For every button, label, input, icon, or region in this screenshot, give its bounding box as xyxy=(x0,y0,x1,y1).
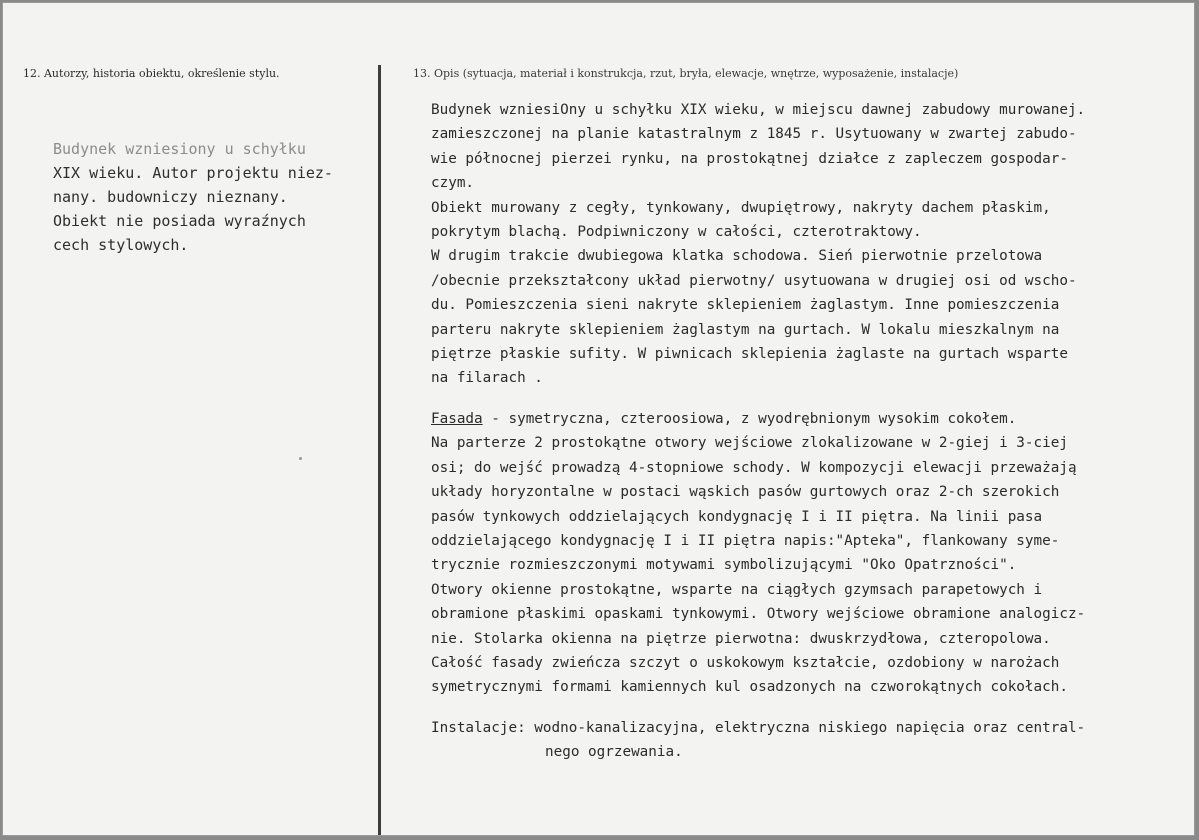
text-line: nie. Stolarka okienna na piętrze pierwotna: dwuskrzydłowa, czteropolowa. xyxy=(431,630,1051,647)
column-divider xyxy=(378,65,381,835)
text-line: zamieszczonej na planie katastralnym z 1845 r. Usytuowany w zwartej zabudo- xyxy=(431,126,1077,143)
text-line: Instalacje: wodno-kanalizacyjna, elektryczna niskiego napięcia oraz central- xyxy=(431,719,1086,736)
text-line: /obecnie przekształcony układ pierwotny/ usytuowana w drugiej osi od wscho- xyxy=(431,272,1077,289)
facade-paragraph xyxy=(431,407,1181,700)
document-card xyxy=(2,2,1195,836)
text-line: Budynek wzniesiOny u schyłku XIX wieku, w miejscu dawnej zabudowy murowanej. xyxy=(431,102,1086,118)
text-line: oddzielającego kondygnację I i II piętra napis:"Apteka", flankowany syme- xyxy=(431,532,1060,549)
text-line: układy horyzontalne w postaci wąskich pasów gurtowych oraz 2-ch szerokich xyxy=(431,484,1060,501)
text-line: XIX wieku. Autor projektu niez- xyxy=(53,164,333,182)
section-13-body xyxy=(431,98,1181,765)
text-line: trycznie rozmieszczonymi motywami symbolizującymi "Oko Opatrzności". xyxy=(431,557,1017,574)
description-paragraph xyxy=(431,98,1181,391)
text-line: osi; do wejść prowadzą 4-stopniowe schody. W kompozycji elewacji przeważają xyxy=(431,459,1077,476)
fasada-heading: Fasada xyxy=(431,410,483,427)
text-line: parteru nakryte sklepieniem żaglastym na gurtach. W lokalu mieszkalnym na xyxy=(431,321,1060,338)
installations-paragraph xyxy=(431,716,1181,765)
text-line: pokrytym blachą. Podpiwniczony w całości, czterotraktowy. xyxy=(431,224,922,241)
text-line: nego ogrzewania. xyxy=(545,744,683,761)
section-12-header: 12. Autorzy, historia obiektu, określenie stylu. xyxy=(23,67,280,80)
text-line: du. Pomieszczenia sieni nakryte sklepieniem żaglastym. Inne pomieszczenia xyxy=(431,297,1060,314)
text-line: W drugim trakcie dwubiegowa klatka schodowa. Sień pierwotnie przelotowa xyxy=(431,248,1043,265)
text-line: czym. xyxy=(431,175,475,192)
text-line: cech stylowych. xyxy=(53,236,189,254)
fasada-intro: - symetryczna, czteroosiowa, z wyodrębnionym wysokim cokołem. xyxy=(482,410,1017,427)
text-line: Obiekt nie posiada wyraźnych xyxy=(53,212,306,230)
text-line: piętrze płaskie sufity. W piwnicach sklepienia żaglaste na gurtach wsparte xyxy=(431,346,1068,363)
text-line: pasów tynkowych oddzielających kondygnację I i II piętra. Na linii pasa xyxy=(431,508,1043,525)
text-line: Obiekt murowany z cegły, tynkowany, dwupiętrowy, nakryty dachem płaskim, xyxy=(431,199,1051,216)
text-line: na filarach . xyxy=(431,370,543,387)
section-13-header: 13. Opis (sytuacja, materiał i konstrukcja, rzut, bryła, elewacje, wnętrze, wyposażenie, instalacje) xyxy=(413,67,959,80)
text-line: wie północnej pierzei rynku, na prostokątnej działce z zapleczem gospodar- xyxy=(431,150,1068,167)
text-line: Otwory okienne prostokątne, wsparte na ciągłych gzymsach parapetowych i xyxy=(431,581,1043,598)
paper-speck xyxy=(299,457,302,460)
text-line: Na parterze 2 prostokątne otwory wejściowe zlokalizowane w 2-giej i 3-ciej xyxy=(431,435,1068,452)
text-line: obramione płaskimi opaskami tynkowymi. Otwory wejściowe obramione analogicz- xyxy=(431,606,1086,623)
text-line: nany. budowniczy nieznany. xyxy=(53,188,288,206)
text-line xyxy=(431,407,1181,431)
section-12-body xyxy=(53,137,371,257)
text-line: symetrycznymi formami kamiennych kul osadzonych na czworokątnych cokołach. xyxy=(431,679,1068,696)
text-line: Całość fasady zwieńcza szczyt o uskokowym kształcie, ozdobiony w narożach xyxy=(431,654,1060,671)
text-line: Budynek wzniesiony u schyłku xyxy=(53,140,306,158)
